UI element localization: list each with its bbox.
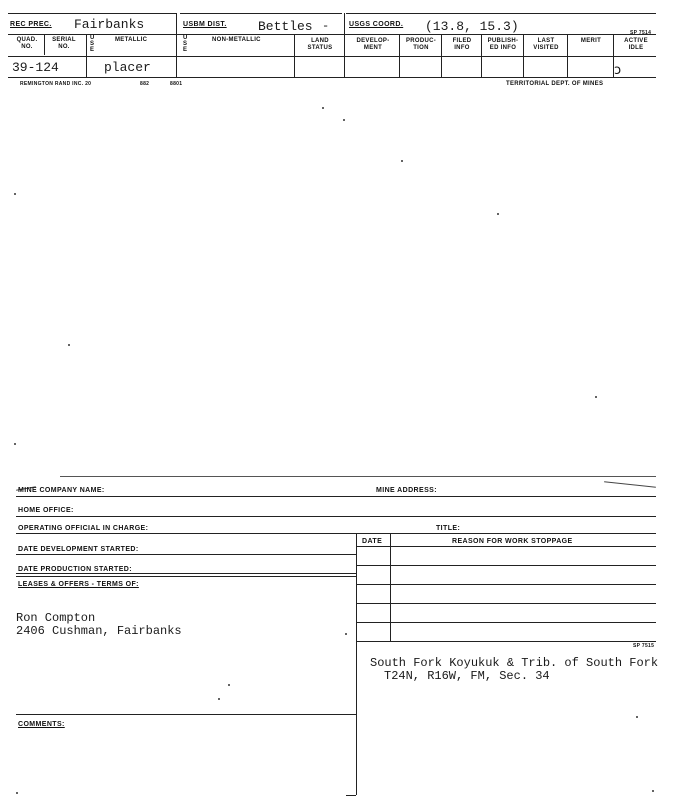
rule xyxy=(16,533,656,534)
col-filed-info: FILED INFO xyxy=(452,38,472,51)
home-office-label: HOME OFFICE: xyxy=(18,507,74,514)
department-name: TERRITORIAL DEPT. OF MINES xyxy=(506,81,604,87)
speck xyxy=(68,344,70,346)
usgs-coord-value: (13.8, 15.3) xyxy=(425,19,519,34)
rule xyxy=(180,13,342,14)
rule xyxy=(356,546,656,547)
rule xyxy=(356,584,656,585)
speck xyxy=(218,698,220,700)
speck xyxy=(228,684,230,686)
speck xyxy=(16,792,18,794)
rule xyxy=(16,554,356,555)
speck xyxy=(652,790,654,792)
date-column-header: DATE xyxy=(362,538,383,545)
rule xyxy=(356,603,656,604)
rule xyxy=(8,56,656,57)
rule xyxy=(16,516,656,517)
rule xyxy=(294,34,295,77)
usbm-dist-dash: - xyxy=(322,19,330,33)
rec-prec-value: Fairbanks xyxy=(74,17,145,32)
rule xyxy=(344,13,345,77)
rule xyxy=(16,576,356,577)
rule xyxy=(390,533,391,641)
rule xyxy=(44,35,45,55)
col-non-metallic: NON-METALLIC xyxy=(212,37,261,43)
printer-info: REMINGTON RAND INC. 20 xyxy=(20,81,92,87)
col-quad-no: QUAD. NO. xyxy=(16,37,38,50)
rule xyxy=(441,34,442,77)
rule xyxy=(356,641,656,642)
rule xyxy=(613,34,614,77)
col-active-idle: ACTIVE IDLE xyxy=(624,38,648,51)
leases-label: LEASES & OFFERS - TERMS OF: xyxy=(18,581,139,588)
rule xyxy=(604,481,656,487)
rule xyxy=(567,34,568,77)
printer-code-1: 882 xyxy=(140,81,150,87)
mine-address-label: MINE ADDRESS: xyxy=(376,487,437,494)
speck xyxy=(14,193,16,195)
speck xyxy=(14,443,16,445)
rec-prec-label: REC PREC. xyxy=(10,21,52,28)
col-use-2: U S E xyxy=(183,35,188,53)
rule xyxy=(346,795,356,796)
location-line-2: T24N, R16W, FM, Sec. 34 xyxy=(384,669,550,683)
rule xyxy=(16,496,656,497)
rule xyxy=(356,565,656,566)
col-merit: MERIT xyxy=(580,38,602,44)
location-line-1: South Fork Koyukuk & Trib. of South Fork xyxy=(370,656,659,670)
rule xyxy=(356,533,357,795)
speck xyxy=(401,160,403,162)
col-metallic: METALLIC xyxy=(115,37,148,43)
col-published-info: PUBLISH-ED INFO xyxy=(487,38,519,51)
speck xyxy=(343,119,345,121)
rule xyxy=(8,13,176,14)
rule xyxy=(356,622,656,623)
comments-label: COMMENTS: xyxy=(18,721,65,728)
col-serial-no: SERIAL NO. xyxy=(52,37,76,50)
col-production: PRODUC-TION xyxy=(405,38,437,51)
lower-form-number: SP 7515 xyxy=(633,643,655,649)
active-mark: ↄ xyxy=(614,63,622,78)
owner-address: 2406 Cushman, Fairbanks xyxy=(16,624,182,638)
record-metallic: placer xyxy=(104,60,151,75)
rule xyxy=(16,714,356,715)
usbm-dist-value: Bettles xyxy=(258,19,313,34)
printer-code-2: 8801 xyxy=(170,81,183,87)
rule xyxy=(8,34,656,35)
usbm-dist-label: USBM DIST. xyxy=(183,21,227,28)
rule xyxy=(176,13,177,77)
date-development-label: DATE DEVELOPMENT STARTED: xyxy=(18,546,139,553)
rule xyxy=(399,34,400,77)
record-number: 39-124 xyxy=(12,60,59,75)
rule xyxy=(16,573,356,574)
rule xyxy=(481,34,482,77)
speck xyxy=(636,716,638,718)
col-use-1: U S E xyxy=(90,35,95,53)
col-last-visited: LAST VISITED xyxy=(533,38,559,51)
form-number: SP 7514 xyxy=(630,30,652,36)
rule xyxy=(86,34,87,77)
speck xyxy=(595,396,597,398)
rule xyxy=(60,476,656,477)
owner-name: Ron Compton xyxy=(16,611,96,625)
speck xyxy=(322,107,324,109)
date-production-label: DATE PRODUCTION STARTED: xyxy=(18,566,132,573)
speck xyxy=(497,213,499,215)
usgs-coord-label: USGS COORD. xyxy=(349,21,404,28)
reason-column-header: REASON FOR WORK STOPPAGE xyxy=(452,538,573,545)
rule xyxy=(8,77,656,78)
col-development: DEVELOP-MENT xyxy=(356,38,390,51)
mine-company-name-label: MINE COMPANY NAME: xyxy=(18,487,105,494)
col-land-status: LAND STATUS xyxy=(307,38,333,51)
speck xyxy=(345,633,347,635)
rule xyxy=(523,34,524,77)
operating-official-label: OPERATING OFFICIAL IN CHARGE: xyxy=(18,525,149,532)
rule xyxy=(346,13,656,14)
title-label: TITLE: xyxy=(436,525,461,532)
